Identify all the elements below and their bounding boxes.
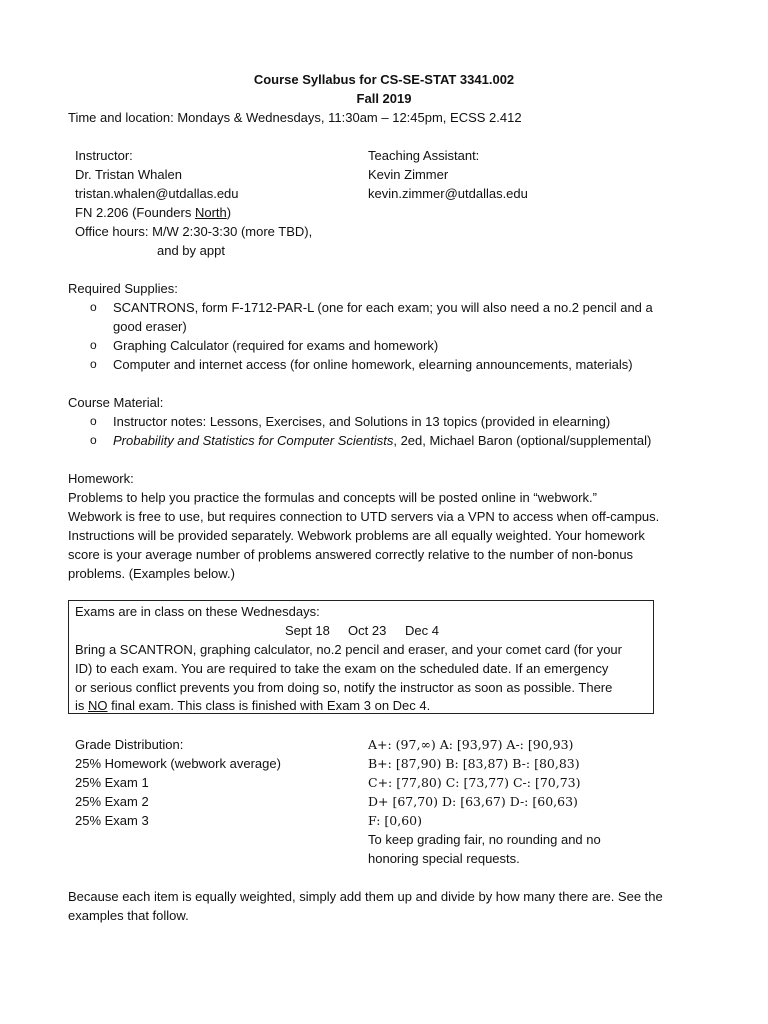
- bullet-icon: o: [90, 414, 97, 428]
- time-location: Time and location: Mondays & Wednesdays, 11:30am – 12:45pm, ECSS 2.412: [68, 110, 522, 125]
- homework-line: problems. (Examples below.): [68, 566, 235, 581]
- grading-note: To keep grading fair, no rounding and no: [368, 832, 601, 847]
- exam-date-3: Dec 4: [405, 623, 439, 638]
- bullet-icon: o: [90, 433, 97, 447]
- homework-line: Problems to help you practice the formulas and concepts will be posted online in “webwork.”: [68, 490, 597, 505]
- exam-heading: Exams are in class on these Wednesdays:: [75, 604, 320, 619]
- grade-heading: Grade Distribution:: [75, 737, 184, 752]
- instructor-email: tristan.whalen@utdallas.edu: [75, 186, 239, 201]
- grade-item-homework: 25% Homework (webwork average): [75, 756, 281, 771]
- ta-email: kevin.zimmer@utdallas.edu: [368, 186, 528, 201]
- exam-line: or serious conflict prevents you from doing so, notify the instructor as soon as possible. There: [75, 680, 613, 695]
- bullet-icon: o: [90, 357, 97, 371]
- exam-line: Bring a SCANTRON, graphing calculator, no.2 pencil and eraser, and your comet card (for your: [75, 642, 622, 657]
- course-term: Fall 2019: [356, 91, 412, 106]
- supply-scantron: SCANTRONS, form F-1712-PAR-L (one for each exam; you will also need a no.2 pencil and a: [113, 300, 653, 315]
- exam-line: ID) to each exam. You are required to take the exam on the scheduled date. If an emergency: [75, 661, 609, 676]
- final-no: NO: [88, 698, 108, 713]
- material-textbook: [113, 431, 651, 450]
- office-hours-extra: and by appt: [157, 243, 225, 258]
- grading-note-cont: honoring special requests.: [368, 851, 520, 866]
- exam-final-line: [75, 696, 430, 715]
- instructor-heading: Instructor:: [75, 148, 133, 163]
- grade-item-exam3: 25% Exam 3: [75, 813, 149, 828]
- ta-name: Kevin Zimmer: [368, 167, 449, 182]
- exam-date-2: Oct 23: [348, 623, 387, 638]
- office-hours: Office hours: M/W 2:30-3:30 (more TBD),: [75, 224, 313, 239]
- final-prefix: is: [75, 698, 88, 713]
- grade-item-exam2: 25% Exam 2: [75, 794, 149, 809]
- grade-scale-a: A+: (97,∞) A: [93,97) A-: [90,93): [368, 737, 574, 752]
- instructor-name: Dr. Tristan Whalen: [75, 167, 182, 182]
- homework-line: Instructions will be provided separately. Webwork problems are all equally weighted. Your homework: [68, 528, 645, 543]
- homework-heading: Homework:: [68, 471, 134, 486]
- homework-line: Webwork is free to use, but requires connection to UTD servers via a VPN to access when off-campus.: [68, 509, 660, 524]
- supply-calculator: Graphing Calculator (required for exams and homework): [113, 338, 439, 353]
- textbook-details: , 2ed, Michael Baron (optional/supplemental): [393, 433, 652, 448]
- grade-scale-d: D+ [67,70) D: [63,67) D-: [60,63): [368, 794, 578, 809]
- material-notes: Instructor notes: Lessons, Exercises, and Solutions in 13 topics (provided in elearning): [113, 414, 611, 429]
- ta-heading: Teaching Assistant:: [368, 148, 480, 163]
- grade-item-exam1: 25% Exam 1: [75, 775, 149, 790]
- bullet-icon: o: [90, 300, 97, 314]
- final-suffix: final exam. This class is finished with Exam 3 on Dec 4.: [107, 698, 431, 713]
- closing-line: Because each item is equally weighted, simply add them up and divide by how many there are. See the: [68, 889, 663, 904]
- office-prefix: FN 2.206 (Founders: [75, 205, 195, 220]
- grade-scale-b: B+: [87,90) B: [83,87) B-: [80,83): [368, 756, 580, 771]
- material-heading: Course Material:: [68, 395, 164, 410]
- bullet-icon: o: [90, 338, 97, 352]
- course-title: Course Syllabus for CS-SE-STAT 3341.002: [253, 72, 515, 87]
- office-building: North: [194, 205, 227, 220]
- grade-scale-f: F: [0,60): [368, 813, 422, 828]
- supplies-heading: Required Supplies:: [68, 281, 178, 296]
- homework-line: score is your average number of problems answered correctly relative to the number of non-bonus: [68, 547, 634, 562]
- instructor-office: [75, 203, 231, 222]
- office-suffix: ): [226, 205, 232, 220]
- closing-line: examples that follow.: [68, 908, 189, 923]
- textbook-title: Probability and Statistics for Computer Scientists: [113, 433, 394, 448]
- supply-computer: Computer and internet access (for online homework, elearning announcements, materials): [113, 357, 633, 372]
- exam-date-1: Sept 18: [285, 623, 330, 638]
- grade-scale-c: C+: [77,80) C: [73,77) C-: [70,73): [368, 775, 581, 790]
- supply-scantron-cont: good eraser): [113, 319, 187, 334]
